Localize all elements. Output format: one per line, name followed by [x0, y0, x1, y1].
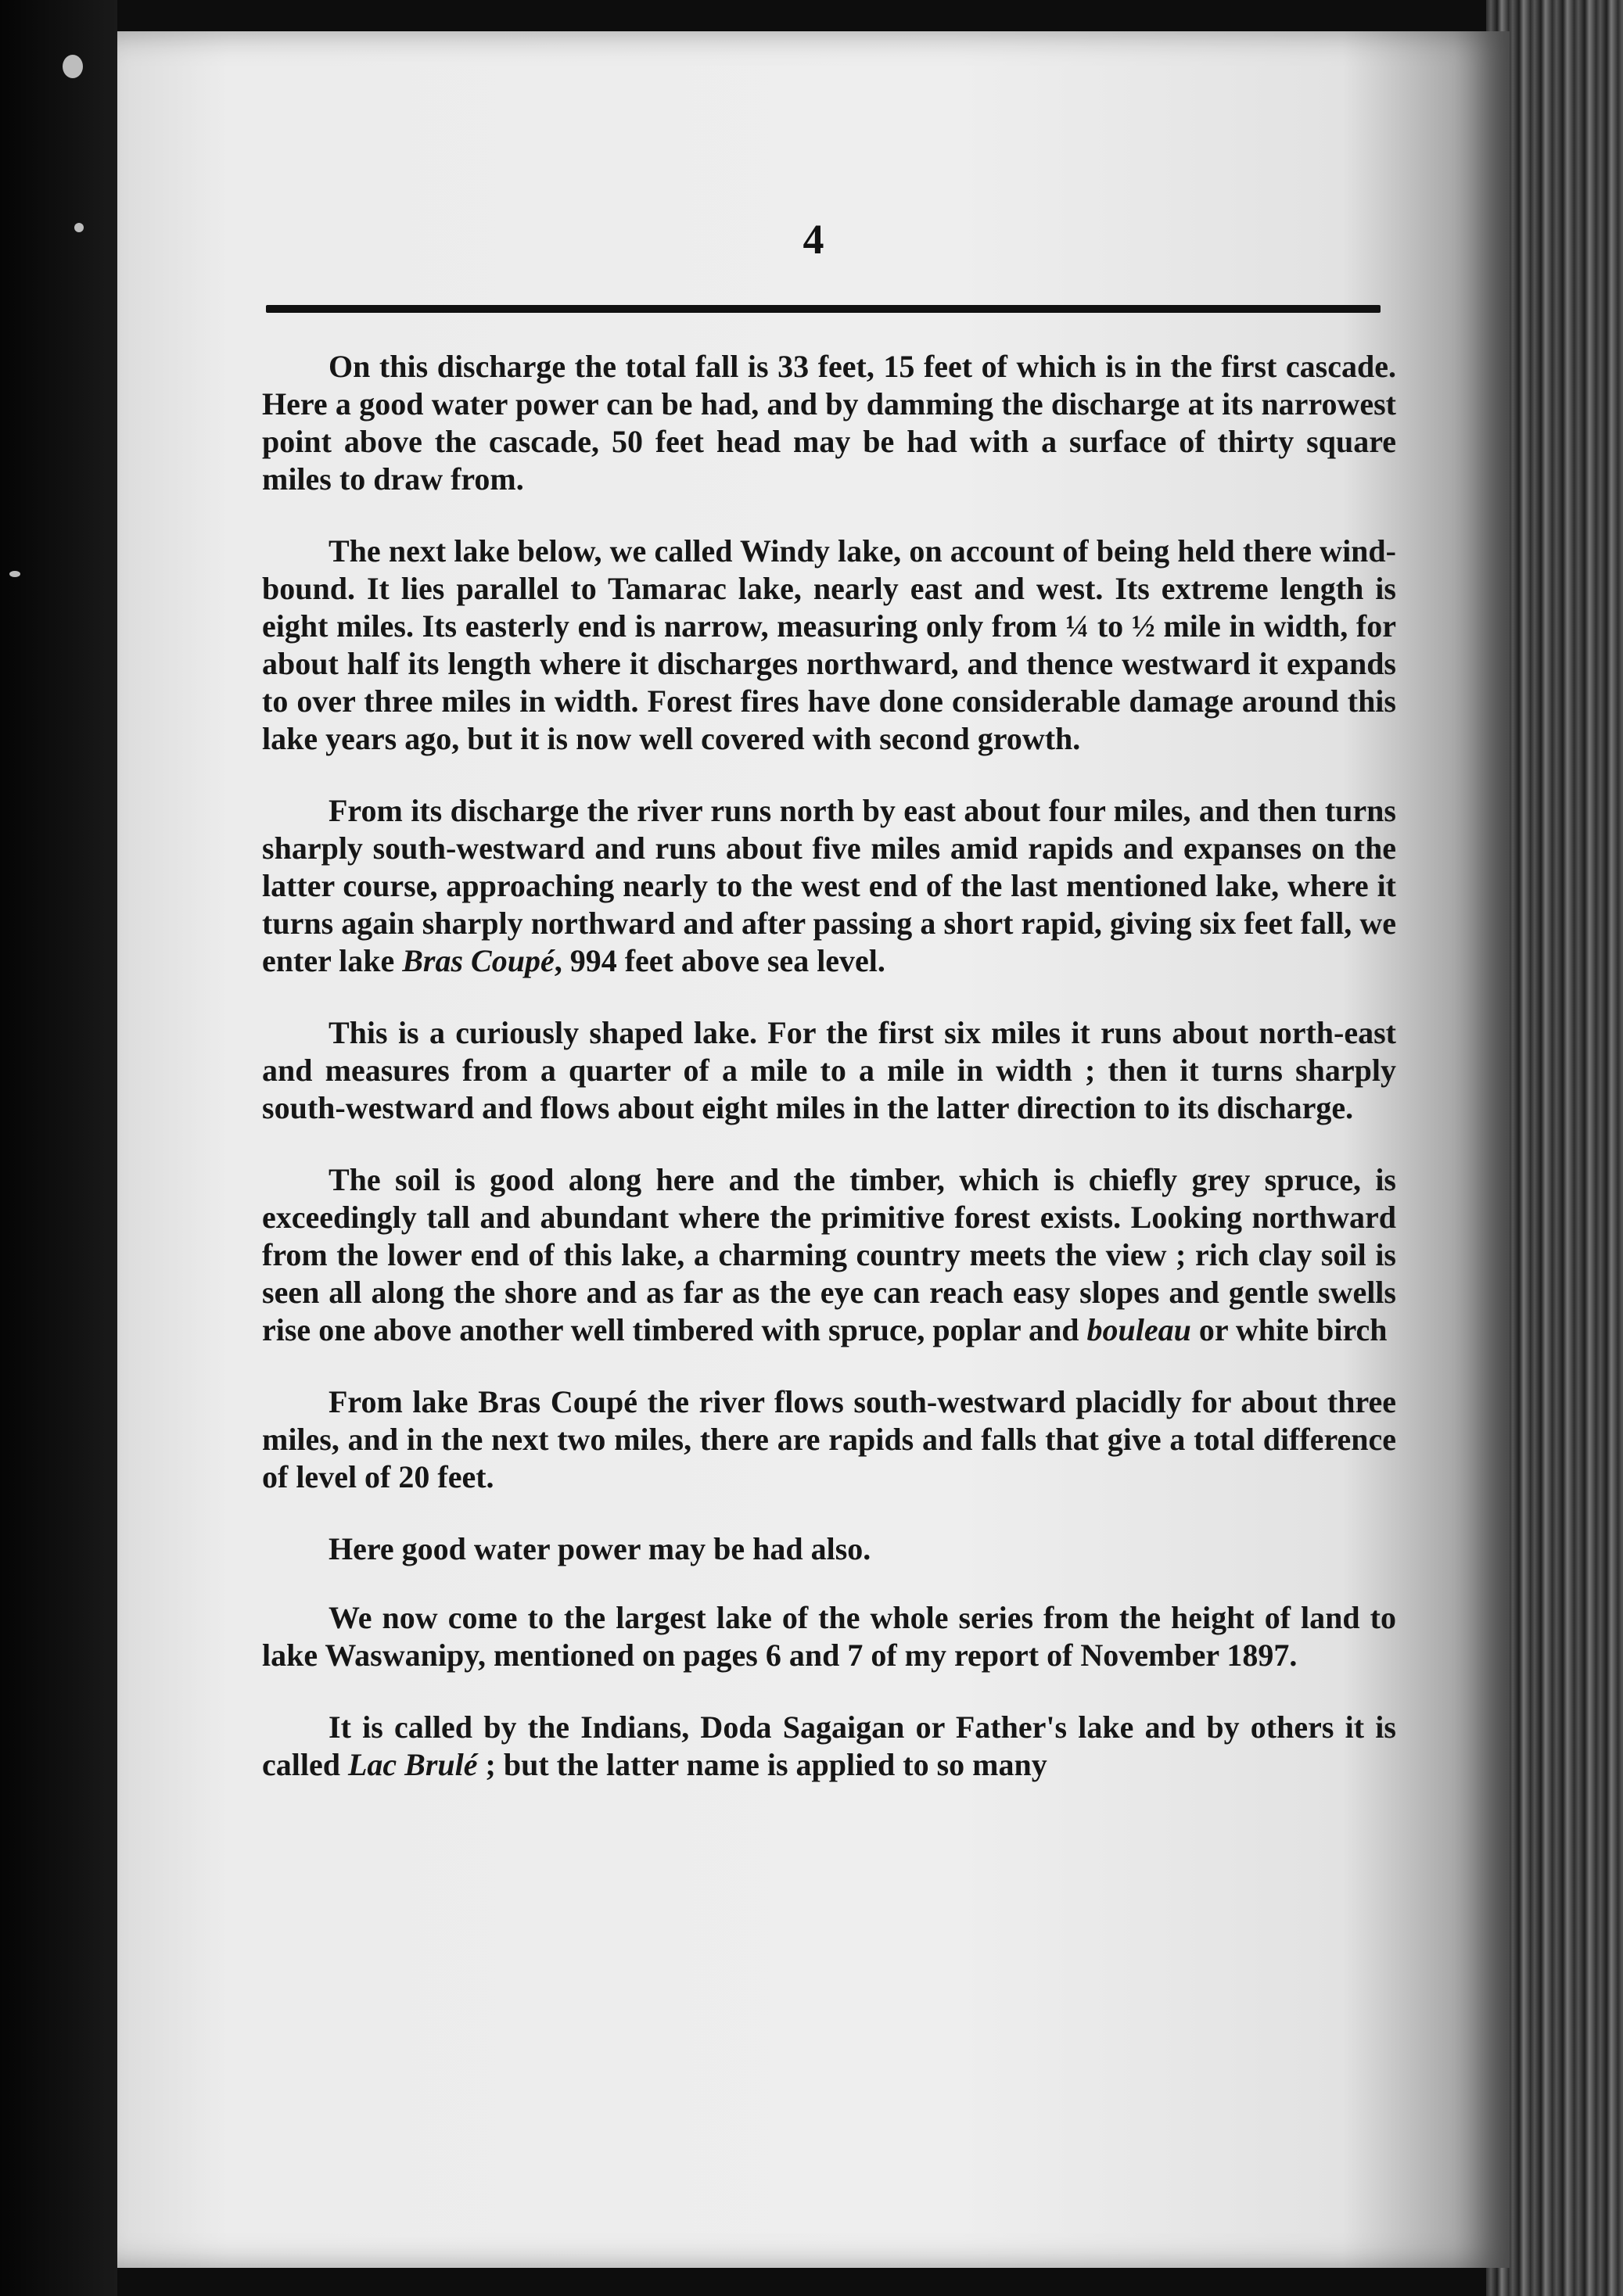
paragraph-text: From lake Bras Coupé the river flows south-westward placidly for about three miles, and in the next two miles, there are rapids and falls that give a total difference of level of 20 feet.	[262, 1384, 1396, 1494]
paragraph-river-course	[262, 792, 1396, 980]
document-page	[117, 31, 1510, 2268]
paragraph-text: From its discharge the river runs north by east about four miles, and then turns sharply south-westward and runs about five miles amid rapids and expanses on the latter course, approaching nearly to the west end of the last mentioned lake, where it turns again sharply northward and after passing a short rapid, giving six feet fall, we enter lake	[262, 793, 1396, 978]
paragraph-text: It is called by the Indians, Doda Sagaigan or Father's lake and by others it is called	[262, 1709, 1396, 1782]
paragraph-text: We now come to the largest lake of the whole series from the height of land to lake Waswanipy, mentioned on pages 6 and 7 of my report of November 1897.	[262, 1600, 1396, 1673]
paragraph-lake-names	[262, 1709, 1396, 1784]
paragraph-text: , 994 feet above sea level.	[554, 943, 885, 978]
paragraph-windy-lake	[262, 533, 1396, 758]
header-rule	[266, 305, 1381, 313]
paragraph-text: ; but the latter name is applied to so many	[477, 1747, 1047, 1782]
paragraph-largest-lake	[262, 1599, 1396, 1674]
paragraph-text: On this discharge the total fall is 33 feet, 15 feet of which is in the first cascade. Here a good water power can be had, and by damming the discharge at its narrowest point above the cascade, 50 feet head may be had with a surface of thirty square miles to draw from.	[262, 349, 1396, 497]
paragraph-text: The soil is good along here and the timber, which is chiefly grey spruce, is exceedingly tall and abundant where the primitive forest exists. Looking northward from the lower end of this lake, a charming country meets the view ; rich clay soil is seen all along the shore and as far as the eye can reach easy slopes and gentle swells rise one above another well timbered with spruce, poplar and	[262, 1162, 1396, 1347]
paragraph-text: Here good water power may be had also.	[329, 1531, 871, 1566]
scan-speck	[63, 55, 83, 78]
paragraph-text: This is a curiously shaped lake. For the first six miles it runs about north-east and measures from a quarter of a mile to a mile in width ; then it turns sharply south-westward and flows about eight miles in the latter direction to its discharge.	[262, 1015, 1396, 1125]
paragraph-lake-shape	[262, 1014, 1396, 1127]
italic-tree-name: bouleau	[1086, 1312, 1191, 1347]
scan-speck	[9, 571, 20, 577]
paragraph-text: The next lake below, we called Windy lake, on account of being held there wind-bound. It lies parallel to Tamarac lake, nearly east and west. Its extreme length is eight miles. Its easterly end is narrow, measuring only from ¼ to ½ mile in width, for about half its length where it discharges northward, and thence westward it expands to over three miles in width. Forest fires have done considerable damage around this lake years ago, but it is now well covered with second growth.	[262, 533, 1396, 756]
paragraph-discharge-fall	[262, 348, 1396, 498]
paragraph-text: or white birch	[1190, 1312, 1388, 1347]
body-text	[262, 348, 1396, 1818]
paragraph-water-power	[262, 1530, 1396, 1568]
scan-left-margin	[0, 0, 117, 2296]
page-number: 4	[803, 216, 824, 263]
paragraph-river-flow	[262, 1383, 1396, 1496]
paragraph-soil-timber	[262, 1161, 1396, 1349]
italic-lake-name: Lac Brulé	[347, 1747, 478, 1782]
scan-speck	[74, 223, 84, 232]
italic-lake-name: Bras Coupé	[402, 943, 555, 978]
